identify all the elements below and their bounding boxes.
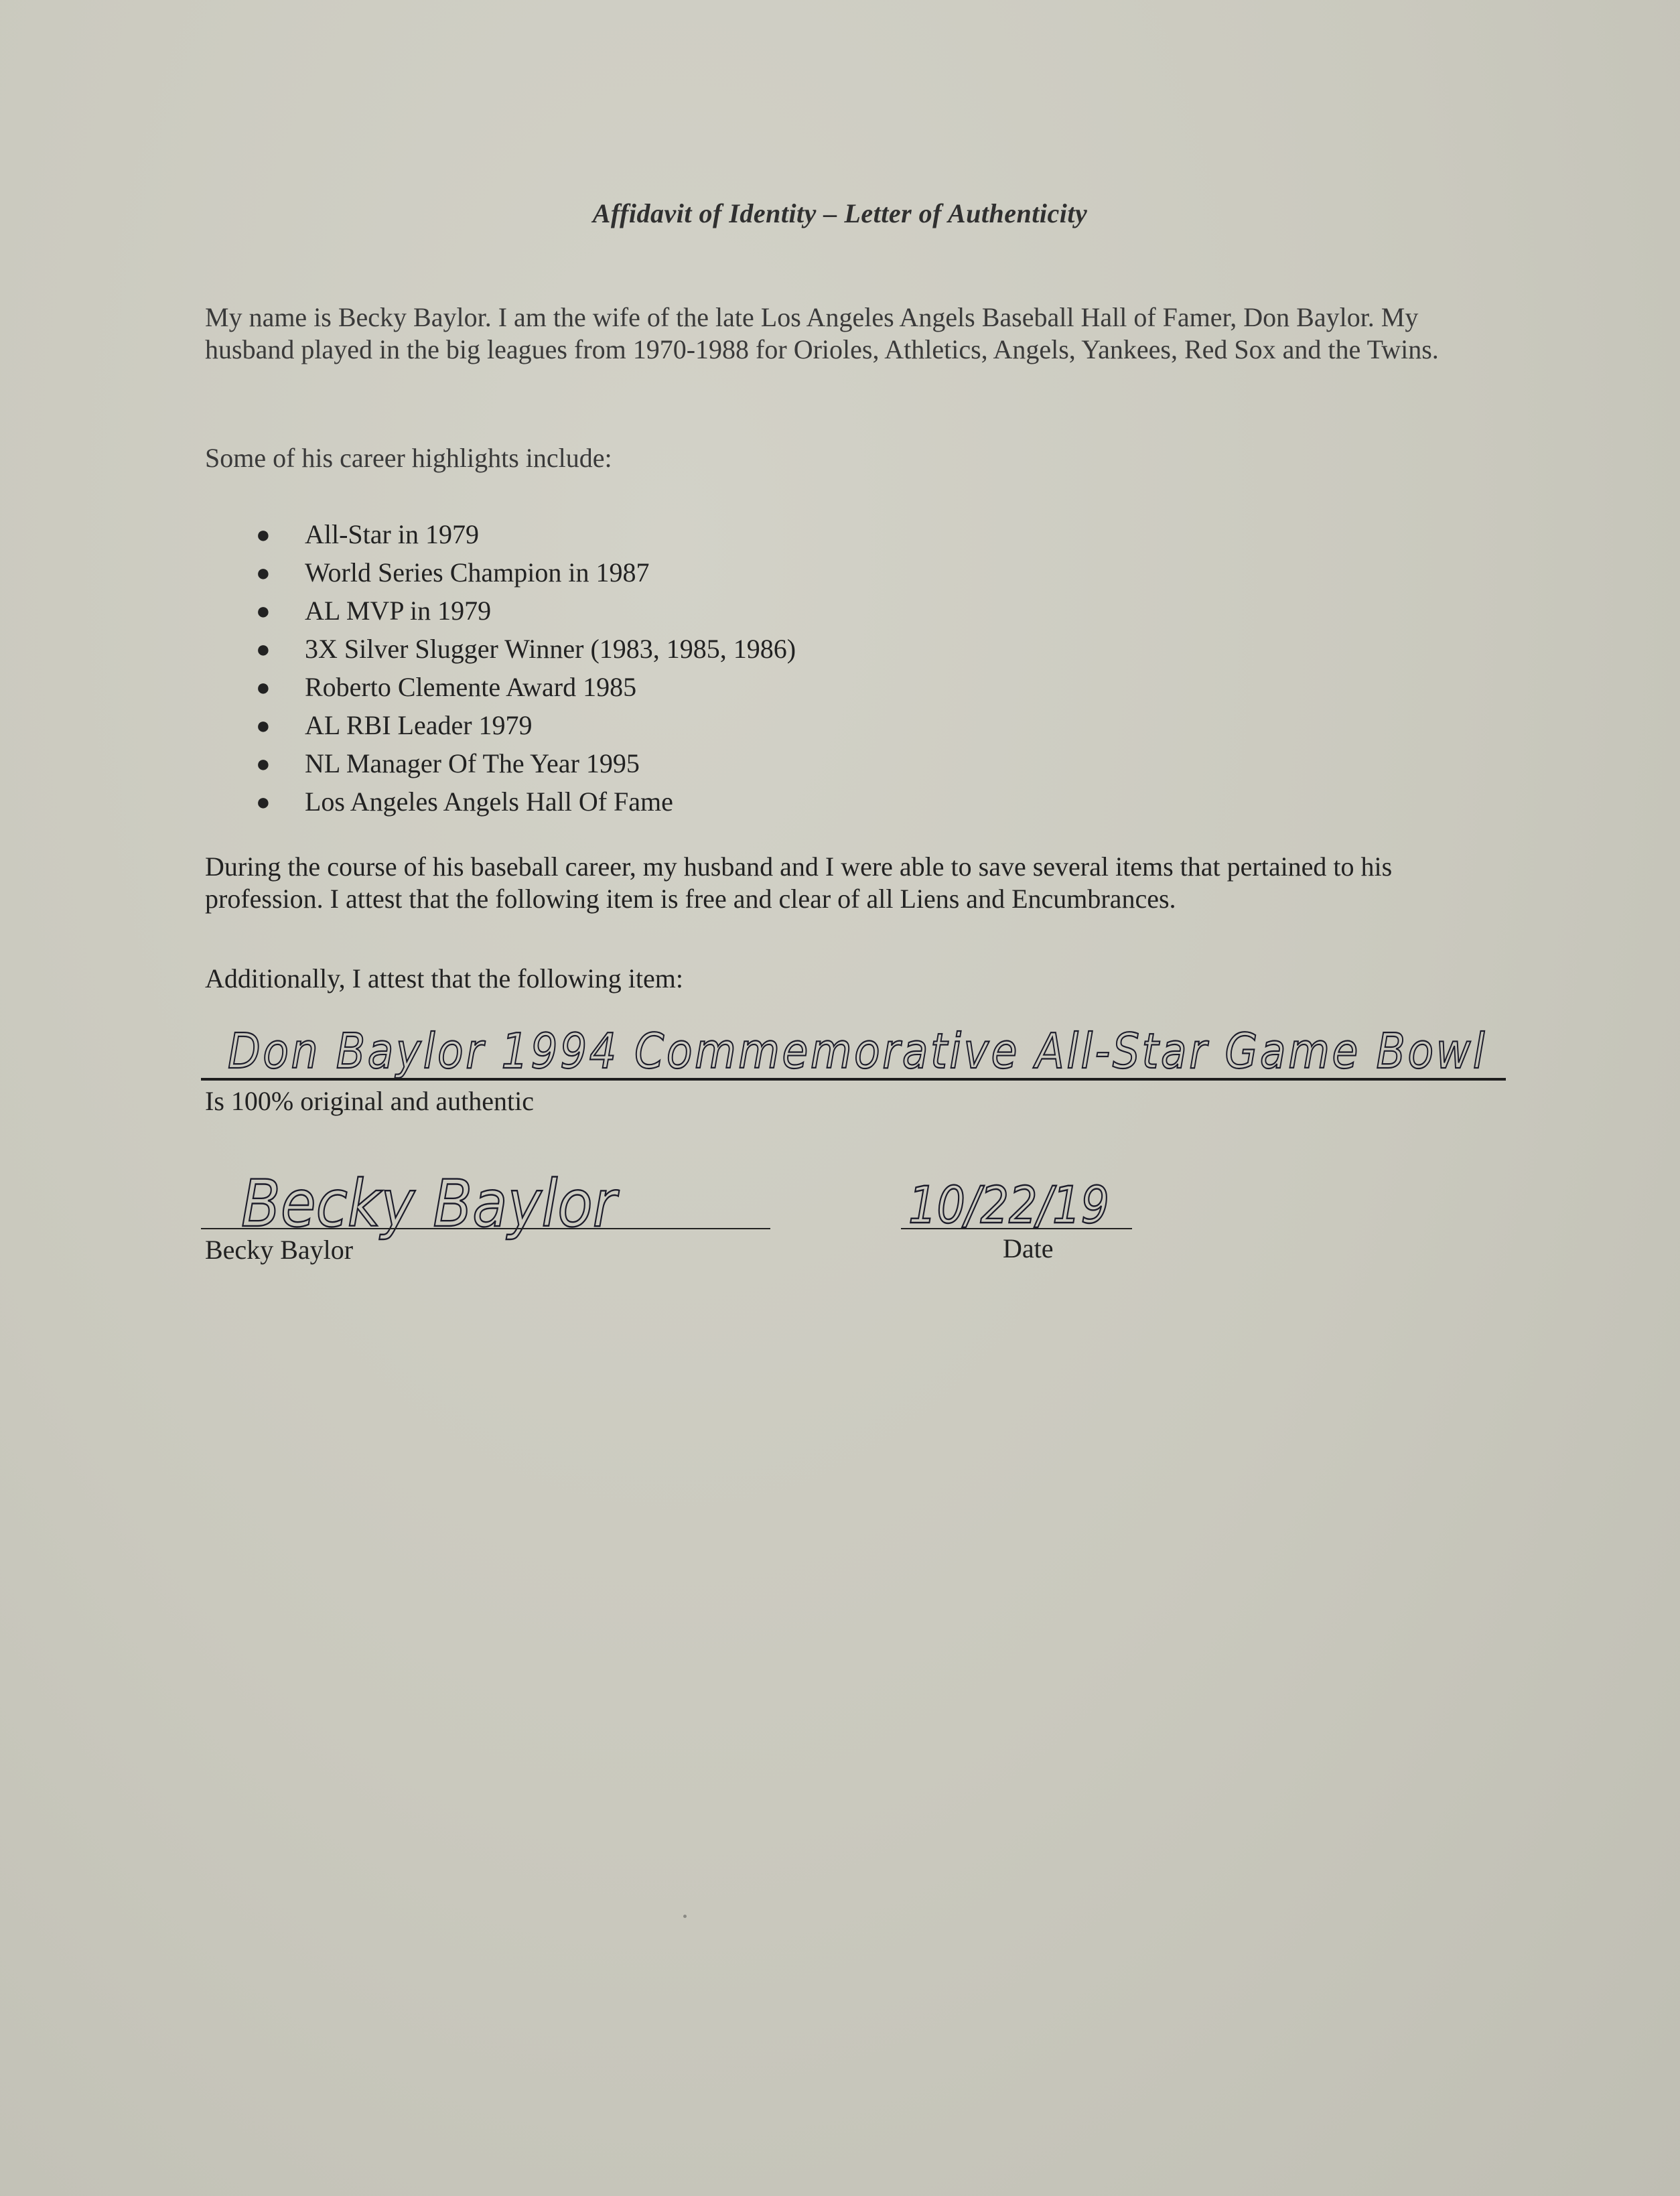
paper-speck: [683, 1915, 687, 1918]
list-item: [248, 518, 796, 556]
bullet-icon: ●: [256, 750, 271, 777]
highlight-text: NL Manager Of The Year 1995: [305, 748, 640, 778]
highlight-text: All-Star in 1979: [305, 519, 479, 549]
list-item: [248, 785, 796, 823]
list-item: [248, 594, 796, 632]
intro-paragraph: My name is Becky Baylor. I am the wife of the late Los Angeles Angels Baseball Hall of Famer, Don Baylor. My husband played in the big leagues from 1970-1988 for Orioles, Athletics, Angels, Yankees, Red Sox and the Twins.: [205, 302, 1439, 364]
bullet-icon: ●: [256, 788, 271, 815]
highlight-text: AL RBI Leader 1979: [305, 710, 533, 740]
bullet-icon: ●: [256, 598, 271, 624]
date-line: [901, 1228, 1132, 1229]
highlight-text: World Series Champion in 1987: [305, 557, 650, 588]
bullet-icon: ●: [256, 636, 271, 663]
signature-line: [201, 1228, 770, 1229]
highlight-text: AL MVP in 1979: [305, 596, 492, 626]
date-handwritten-text: 10/22/19: [908, 1175, 1109, 1235]
highlights-intro: Some of his career highlights include:: [205, 443, 612, 473]
bullet-icon: ●: [256, 712, 271, 739]
highlight-text: Los Angeles Angels Hall Of Fame: [305, 786, 673, 817]
list-item: [248, 671, 796, 709]
item-handwritten-text: Don Baylor 1994 Commemorative All-Star Game Bowl: [228, 1023, 1487, 1079]
bullet-icon: ●: [256, 521, 271, 548]
item-underline: [201, 1078, 1506, 1081]
signer-name: Becky Baylor: [205, 1235, 354, 1265]
highlight-text: 3X Silver Slugger Winner (1983, 1985, 1986): [305, 634, 796, 664]
list-item: [248, 709, 796, 747]
bullet-icon: ●: [256, 559, 271, 586]
list-item: [248, 556, 796, 594]
item-handwritten: [228, 1020, 1500, 1080]
document-title: Affidavit of Identity – Letter of Authenticity: [592, 198, 1088, 228]
list-item: [248, 632, 796, 671]
authentic-line: Is 100% original and authentic: [205, 1086, 534, 1116]
list-item: [248, 747, 796, 785]
attest-line: Additionally, I attest that the following item:: [205, 963, 683, 993]
career-paragraph: During the course of his baseball career, my husband and I were able to save several items that pertained to his profession. I attest that the following item is free and clear of all Liens and Encumbrances.: [205, 851, 1393, 914]
highlight-text: Roberto Clemente Award 1985: [305, 672, 637, 702]
date-label: Date: [1003, 1233, 1054, 1263]
highlights-list: [248, 518, 796, 823]
signature-text: Becky Baylor: [241, 1166, 620, 1241]
bullet-icon: ●: [256, 674, 271, 701]
